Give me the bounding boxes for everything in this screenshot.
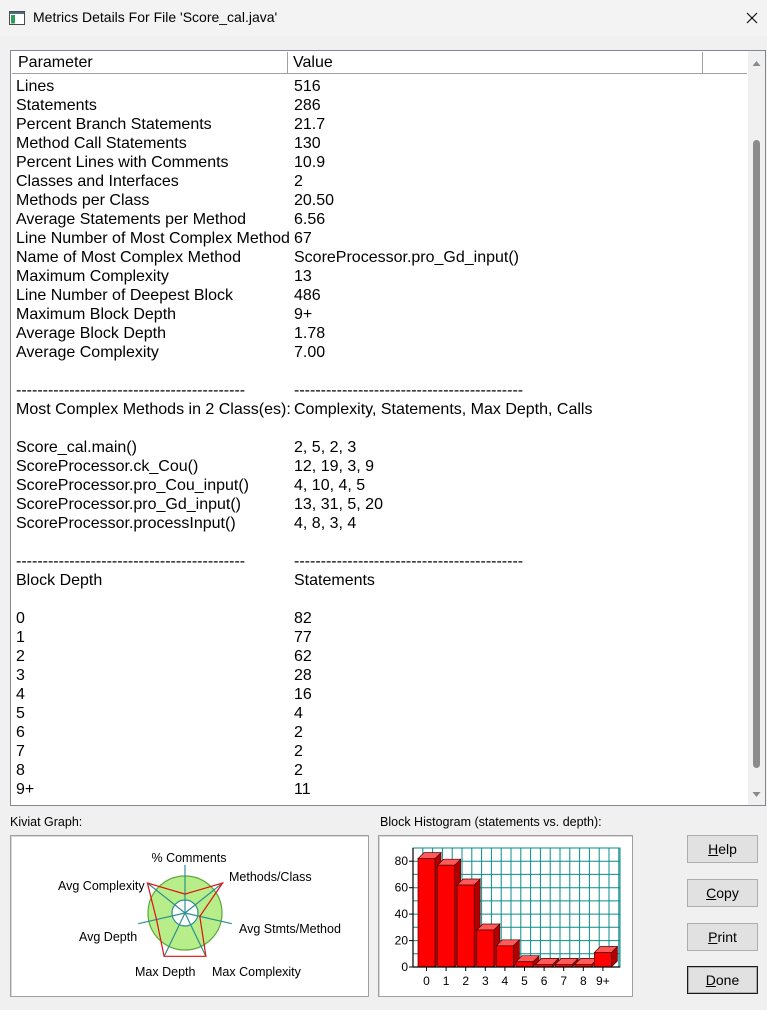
window-title: Metrics Details For File 'Score_cal.java' (33, 9, 278, 25)
table-row[interactable] (11, 96, 747, 115)
table-row[interactable] (11, 324, 747, 343)
value-cell: 2 (294, 762, 303, 779)
table-row[interactable] (11, 267, 747, 286)
table-row[interactable] (11, 590, 747, 609)
table-row[interactable] (11, 704, 747, 723)
value-cell: 13, 31, 5, 20 (294, 496, 383, 513)
table-row[interactable] (11, 552, 747, 571)
value-cell: 16 (294, 686, 312, 703)
table-row[interactable] (11, 400, 747, 419)
value-cell: 130 (294, 135, 321, 152)
table-row[interactable] (11, 229, 747, 248)
value-cell: 28 (294, 667, 312, 684)
value-cell: 486 (294, 287, 321, 304)
parameter-cell: 4 (16, 686, 25, 703)
table-row[interactable] (11, 115, 747, 134)
value-cell: 4, 8, 3, 4 (294, 515, 357, 532)
table-row[interactable] (11, 134, 747, 153)
help-button[interactable] (687, 835, 758, 863)
table-row[interactable] (11, 438, 747, 457)
table-row[interactable] (11, 609, 747, 628)
parameter-cell: Score_cal.main() (16, 439, 137, 456)
value-cell: ------------------------------------------- (294, 382, 524, 399)
parameter-cell: 3 (16, 667, 25, 684)
done-button-label: Done (705, 972, 740, 988)
table-row[interactable] (11, 742, 747, 761)
table-row[interactable] (11, 381, 747, 400)
value-cell: ScoreProcessor.pro_Gd_input() (294, 249, 519, 266)
parameter-cell: Average Complexity (16, 344, 159, 361)
table-row[interactable] (11, 248, 747, 267)
copy-button[interactable] (687, 879, 758, 907)
kiviat-graph-panel (10, 835, 369, 997)
histogram-y-tick-label: 20 (394, 933, 408, 948)
histogram-x-tick-label: 6 (540, 974, 548, 988)
table-row[interactable] (11, 77, 747, 96)
print-button[interactable] (687, 923, 758, 951)
table-row[interactable] (11, 685, 747, 704)
parameter-cell: Line Number of Most Complex Method (16, 230, 290, 247)
value-cell: 6.56 (294, 211, 326, 228)
table-row[interactable] (11, 514, 747, 533)
histogram-y-tick-label: 60 (394, 880, 408, 895)
table-row[interactable] (11, 666, 747, 685)
table-row[interactable] (11, 495, 747, 514)
table-row[interactable] (11, 362, 747, 381)
histogram-bar-front (516, 962, 533, 967)
value-cell: 67 (294, 230, 312, 247)
done-button[interactable] (687, 966, 758, 994)
parameter-cell: Most Complex Methods in 2 Class(es): (16, 401, 291, 418)
parameter-cell: Line Number of Deepest Block (16, 287, 233, 304)
table-row[interactable] (11, 419, 747, 438)
print-button-label: Print (708, 929, 737, 945)
histogram-y-tick-label: 0 (401, 960, 408, 974)
block-histogram-panel (378, 835, 633, 997)
metrics-list[interactable] (10, 50, 766, 806)
kiviat-axis-label-avg-depth: Avg Depth (79, 930, 138, 944)
parameter-cell: Block Depth (16, 572, 103, 589)
value-cell: 4, 10, 4, 5 (294, 477, 366, 494)
table-row[interactable] (11, 172, 747, 191)
parameter-cell: Method Call Statements (16, 135, 187, 152)
parameter-cell: ScoreProcessor.pro_Cou_input() (16, 477, 250, 494)
table-row[interactable] (11, 343, 747, 362)
help-button-label: Help (708, 841, 737, 857)
histogram-x-tick-label: 7 (560, 974, 568, 988)
value-cell: 20.50 (294, 192, 335, 209)
histogram-x-tick-label: 1 (442, 974, 450, 988)
value-cell: 286 (294, 97, 321, 114)
histogram-y-tick-label: 40 (394, 907, 408, 922)
value-cell: Statements (294, 572, 375, 589)
parameter-cell: Maximum Block Depth (16, 306, 177, 323)
parameter-cell: 6 (16, 724, 25, 741)
value-cell: 2 (294, 724, 303, 741)
histogram-bar-front (496, 946, 513, 967)
table-row[interactable] (11, 476, 747, 495)
scroll-down-icon[interactable] (748, 787, 765, 801)
parameter-cell: Maximum Complexity (16, 268, 169, 285)
column-header-parameter[interactable]: Parameter (12, 52, 288, 73)
kiviat-graph-label: Kiviat Graph: (10, 815, 83, 829)
value-cell: 10.9 (294, 154, 326, 171)
histogram-x-tick-label: 2 (462, 974, 470, 988)
parameter-cell: ScoreProcessor.ck_Cou() (16, 458, 199, 475)
table-row[interactable] (11, 723, 747, 742)
value-cell: 82 (294, 610, 312, 627)
value-cell: Complexity, Statements, Max Depth, Calls (294, 401, 593, 418)
parameter-cell: Methods per Class (16, 192, 150, 209)
parameter-cell: 0 (16, 610, 25, 627)
title-bar[interactable] (0, 0, 767, 36)
value-cell: 12, 19, 3, 9 (294, 458, 375, 475)
value-cell: 9+ (294, 306, 313, 323)
parameter-cell: 9+ (16, 781, 35, 798)
vertical-scrollbar[interactable] (748, 51, 765, 805)
list-header (12, 52, 747, 74)
histogram-y-tick-label: 80 (394, 854, 408, 869)
parameter-cell: 1 (16, 629, 25, 646)
parameter-cell: ScoreProcessor.pro_Gd_input() (16, 496, 241, 513)
histogram-x-tick-label: 9+ (596, 974, 610, 988)
histogram-x-tick-label: 5 (521, 974, 528, 988)
parameter-cell: ScoreProcessor.processInput() (16, 515, 236, 532)
scrollbar-thumb[interactable] (753, 140, 760, 768)
value-cell: 2 (294, 173, 303, 190)
kiviat-graph (11, 836, 368, 996)
parameter-cell: 8 (16, 762, 25, 779)
table-row[interactable] (11, 571, 747, 590)
parameter-cell: Lines (16, 78, 55, 95)
value-cell: 21.7 (294, 116, 326, 133)
histogram-bar-front (457, 885, 474, 967)
table-row[interactable] (11, 457, 747, 476)
parameter-cell: Percent Branch Statements (16, 116, 212, 133)
copy-button-label: Copy (706, 885, 739, 901)
column-header-value[interactable]: Value (288, 52, 703, 73)
value-cell: 77 (294, 629, 312, 646)
value-cell: 13 (294, 268, 312, 285)
histogram-x-tick-label: 0 (423, 974, 430, 988)
window-icon (8, 9, 26, 27)
list-body (11, 77, 747, 799)
value-cell: 7.00 (294, 344, 326, 361)
value-cell: 2 (294, 743, 303, 760)
parameter-cell: Average Statements per Method (16, 211, 247, 228)
kiviat-axis-label-comments: % Comments (151, 851, 227, 865)
column-header-filler (703, 52, 747, 73)
parameter-cell: Name of Most Complex Method (16, 249, 241, 266)
table-row[interactable] (11, 286, 747, 305)
parameter-cell: 7 (16, 743, 25, 760)
kiviat-axis-label-avg-stmts-per-method: Avg Stmts/Method (239, 922, 341, 936)
block-histogram-chart (379, 836, 632, 996)
histogram-bar-front (594, 953, 611, 968)
value-cell: 516 (294, 78, 321, 95)
table-row[interactable] (11, 647, 747, 666)
kiviat-axis-label-methods-per-class: Methods/Class (229, 870, 312, 884)
value-cell: 2, 5, 2, 3 (294, 439, 357, 456)
table-row[interactable] (11, 153, 747, 172)
table-row[interactable] (11, 191, 747, 210)
parameter-cell: Percent Lines with Comments (16, 154, 229, 171)
table-row[interactable] (11, 305, 747, 324)
value-cell: 4 (294, 705, 303, 722)
histogram-bar-front (438, 865, 455, 967)
value-cell: 62 (294, 648, 312, 665)
parameter-cell: 5 (16, 705, 25, 722)
parameter-cell: 2 (16, 648, 25, 665)
scroll-up-icon[interactable] (748, 57, 765, 71)
table-row[interactable] (11, 533, 747, 552)
close-icon[interactable] (735, 1, 767, 35)
table-row[interactable] (11, 780, 747, 799)
histogram-bar-front (477, 930, 494, 967)
table-row[interactable] (11, 628, 747, 647)
parameter-cell: Statements (16, 97, 97, 114)
parameter-cell: ------------------------------------------- (16, 382, 246, 399)
kiviat-axis-label-avg-complexity: Avg Complexity (58, 879, 145, 893)
block-histogram-label: Block Histogram (statements vs. depth): (380, 815, 602, 829)
kiviat-axis-label-max-complexity: Max Complexity (212, 965, 301, 979)
histogram-x-tick-label: 4 (501, 974, 509, 988)
value-cell: 1.78 (294, 325, 326, 342)
histogram-x-tick-label: 8 (579, 974, 587, 988)
kiviat-axis-label-max-depth: Max Depth (135, 965, 196, 979)
parameter-cell: Classes and Interfaces (16, 173, 179, 190)
table-row[interactable] (11, 761, 747, 780)
parameter-cell: Average Block Depth (16, 325, 167, 342)
histogram-bar (594, 947, 617, 968)
value-cell: ------------------------------------------- (294, 553, 524, 570)
table-row[interactable] (11, 210, 747, 229)
histogram-bar-front (418, 859, 435, 967)
histogram-x-tick-label: 3 (481, 974, 489, 988)
parameter-cell: ------------------------------------------- (16, 553, 246, 570)
value-cell: 11 (294, 781, 311, 798)
